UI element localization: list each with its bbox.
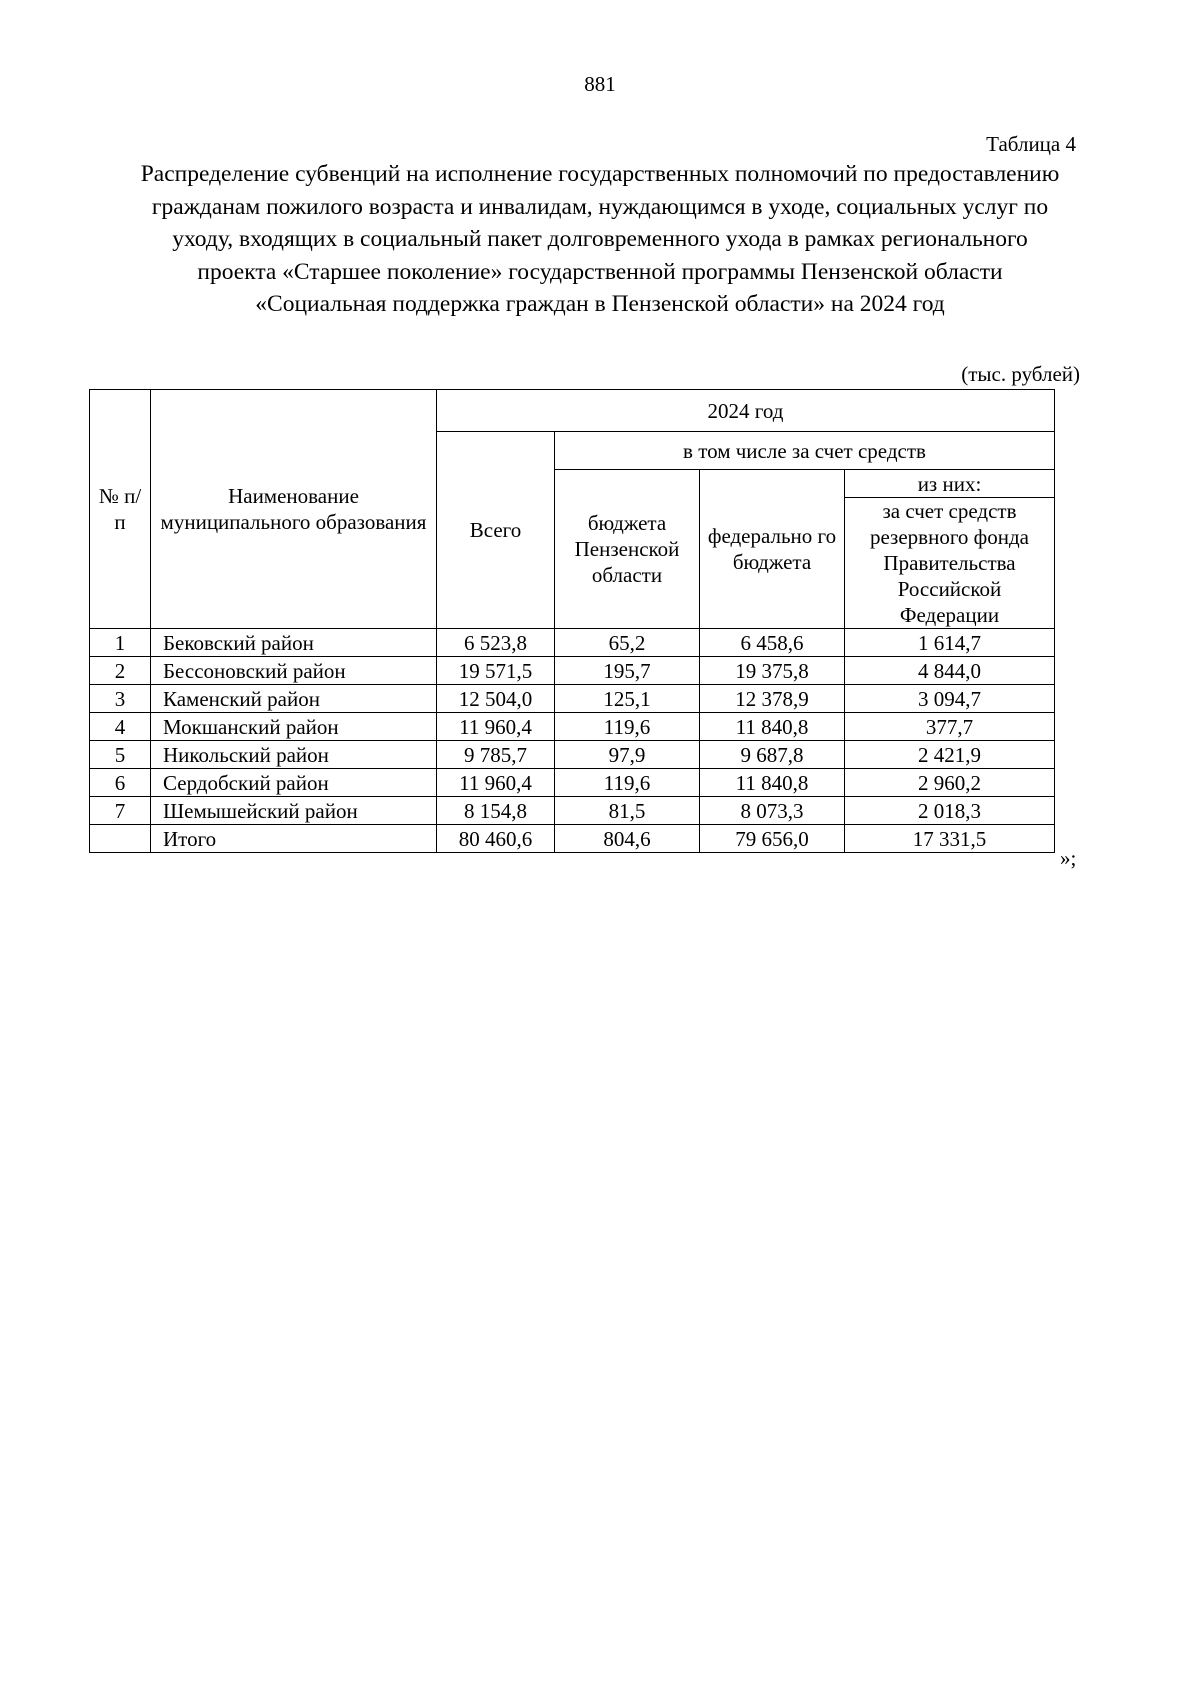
- row-municipality: Шемышейский район: [151, 797, 437, 825]
- distribution-table: [89, 389, 1055, 853]
- table-row: [90, 797, 1055, 825]
- row-regional: 97,9: [555, 741, 700, 769]
- header-municipality: Наименование муниципального образования: [151, 390, 437, 629]
- row-number: 2: [90, 657, 151, 685]
- row-municipality: Бессоновский район: [151, 657, 437, 685]
- table-row: [90, 629, 1055, 657]
- total-federal: 79 656,0: [700, 825, 845, 853]
- table-row: [90, 769, 1055, 797]
- table-row: [90, 713, 1055, 741]
- page-number: 881: [584, 72, 616, 96]
- row-regional: 119,6: [555, 769, 700, 797]
- row-federal: 8 073,3: [700, 797, 845, 825]
- total-sum: 80 460,6: [437, 825, 555, 853]
- table-row: [90, 685, 1055, 713]
- row-regional: 81,5: [555, 797, 700, 825]
- row-total: 8 154,8: [437, 797, 555, 825]
- row-reserve: 2 421,9: [845, 741, 1055, 769]
- row-regional: 65,2: [555, 629, 700, 657]
- row-municipality: Мокшанский район: [151, 713, 437, 741]
- total-regional: 804,6: [555, 825, 700, 853]
- table-row: [90, 657, 1055, 685]
- row-regional: 125,1: [555, 685, 700, 713]
- header-of-which: из них:: [845, 470, 1055, 498]
- row-regional: 119,6: [555, 713, 700, 741]
- header-including: в том числе за счет средств: [555, 432, 1055, 470]
- total-label: Итого: [151, 825, 437, 853]
- row-reserve: 4 844,0: [845, 657, 1055, 685]
- table-row: [90, 741, 1055, 769]
- header-federal-budget: федерально го бюджета: [700, 470, 845, 629]
- total-reserve: 17 331,5: [845, 825, 1055, 853]
- row-total: 19 571,5: [437, 657, 555, 685]
- row-number: 1: [90, 629, 151, 657]
- row-regional: 195,7: [555, 657, 700, 685]
- row-federal: 12 378,9: [700, 685, 845, 713]
- units-label: (тыс. рублей): [961, 362, 1080, 386]
- row-total: 11 960,4: [437, 713, 555, 741]
- row-number: 3: [90, 685, 151, 713]
- row-federal: 9 687,8: [700, 741, 845, 769]
- header-number: № п/п: [90, 390, 151, 629]
- header-regional-budget: бюджета Пензенской области: [555, 470, 700, 629]
- row-federal: 6 458,6: [700, 629, 845, 657]
- row-federal: 19 375,8: [700, 657, 845, 685]
- header-year: 2024 год: [437, 390, 1055, 432]
- header-reserve-fund: за счет средств резервного фонда Правительства Российской Федерации: [845, 498, 1055, 629]
- row-municipality: Сердобский район: [151, 769, 437, 797]
- row-reserve: 2 960,2: [845, 769, 1055, 797]
- row-total: 6 523,8: [437, 629, 555, 657]
- row-total: 11 960,4: [437, 769, 555, 797]
- row-reserve: 2 018,3: [845, 797, 1055, 825]
- row-municipality: Бековский район: [151, 629, 437, 657]
- document-title: Распределение субвенций на исполнение государственных полномочий по предоставлению гражданам пожилого возраста и инвалидам, нуждающимся в уходе, социальных услуг по уходу, входящих в социальный пакет долговременного ухода в рамках регионального проекта «Старшее поколение» государственной программы Пензенской области «Социальная поддержка граждан в Пензенской области» на 2024 год: [140, 161, 1060, 317]
- row-total: 9 785,7: [437, 741, 555, 769]
- header-total: Всего: [437, 432, 555, 629]
- row-municipality: Каменский район: [151, 685, 437, 713]
- row-reserve: 3 094,7: [845, 685, 1055, 713]
- total-row: [90, 825, 1055, 853]
- row-number: 6: [90, 769, 151, 797]
- row-municipality: Никольский район: [151, 741, 437, 769]
- row-total: 12 504,0: [437, 685, 555, 713]
- table-caption: Таблица 4: [986, 132, 1076, 156]
- row-number: 7: [90, 797, 151, 825]
- row-federal: 11 840,8: [700, 713, 845, 741]
- row-number: 4: [90, 713, 151, 741]
- total-number: [90, 825, 151, 853]
- row-number: 5: [90, 741, 151, 769]
- row-reserve: 1 614,7: [845, 629, 1055, 657]
- closing-quote-mark: »;: [1060, 846, 1077, 870]
- row-federal: 11 840,8: [700, 769, 845, 797]
- row-reserve: 377,7: [845, 713, 1055, 741]
